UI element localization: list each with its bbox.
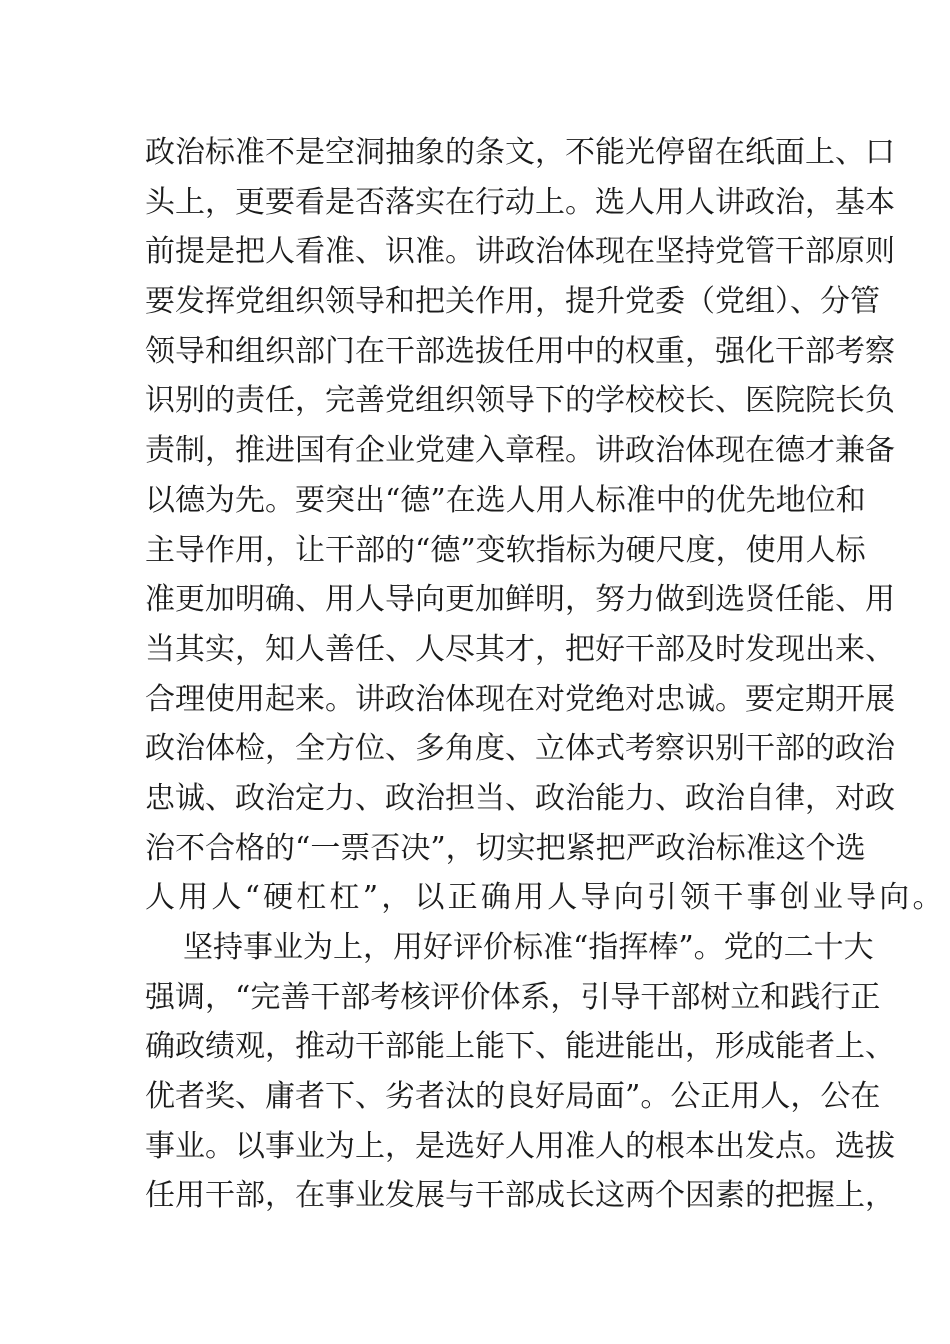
text-line-19: 确政绩观，推动干部能上能下、能进能出，形成能者上、 xyxy=(145,1029,895,1065)
text-line-10: 准更加明确、用人导向更加鲜明，努力做到选贤任能、用 xyxy=(145,582,895,618)
text-line-21: 事业。以事业为上，是选好人用准人的根本出发点。选拔 xyxy=(145,1128,895,1164)
text-line-8: 以德为先。要突出“德”在选人用人标准中的优先地位和 xyxy=(145,482,866,518)
body-text xyxy=(145,128,946,1221)
text-line-14: 忠诚、政治定力、政治担当、政治能力、政治自律，对政 xyxy=(145,780,895,816)
text-line-5: 领导和组织部门在干部选拔任用中的权重，强化干部考察 xyxy=(145,333,895,369)
text-line-2: 头上，更要看是否落实在行动上。选人用人讲政治，基本 xyxy=(145,184,895,220)
text-line-15: 治不合格的“一票否决”，切实把紧把严政治标准这个选 xyxy=(145,830,866,866)
text-line-9: 主导作用，让干部的“德”变软指标为硬尺度，使用人标 xyxy=(145,532,866,568)
text-line-12: 合理使用起来。讲政治体现在对党绝对忠诚。要定期开展 xyxy=(145,681,895,717)
text-line-22: 任用干部，在事业发展与干部成长这两个因素的把握上， xyxy=(145,1178,895,1214)
text-line-20: 优者奖、庸者下、劣者汰的良好局面”。公正用人，公在 xyxy=(145,1079,881,1115)
text-line-7: 责制，推进国有企业党建入章程。讲政治体现在德才兼备 xyxy=(145,433,895,469)
text-line-11: 当其实，知人善任、人尽其才，把好干部及时发现出来、 xyxy=(145,631,895,667)
paragraph-start-line: 坚持事业为上，用好评价标准“指挥棒”。党的二十大 xyxy=(183,930,874,965)
text-line-4: 要发挥党组织领导和把关作用，提升党委（党组）、分管 xyxy=(145,284,880,320)
text-line-3: 前提是把人看准、识准。讲政治体现在坚持党管干部原则 xyxy=(145,234,895,270)
text-line-13: 政治体检，全方位、多角度、立体式考察识别干部的政治 xyxy=(145,731,895,767)
text-line-1: 政治标准不是空洞抽象的条文，不能光停留在纸面上、口 xyxy=(145,135,895,170)
text-line-18: 强调，“完善干部考核评价体系，引导干部树立和践行正 xyxy=(145,979,881,1015)
text-line-16: 人用人“硬杠杠”，以正确用人导向引领干事创业导向。 xyxy=(145,880,946,916)
text-line-6: 识别的责任，完善党组织领导下的学校校长、医院院长负 xyxy=(145,383,895,419)
